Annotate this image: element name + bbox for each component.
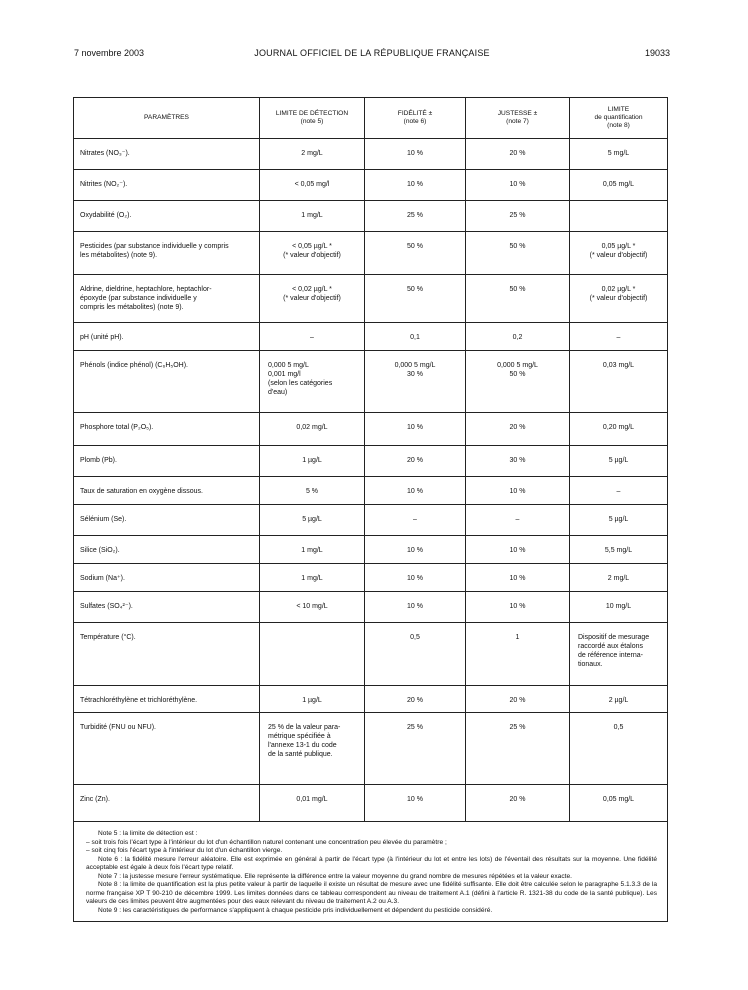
table-row — [74, 351, 668, 413]
cell-text-line: 50 % — [407, 286, 423, 293]
table-header-row — [74, 98, 668, 139]
table-row — [74, 413, 668, 446]
note-5-title: Note 5 : la limite de détection est : — [98, 830, 198, 837]
cell-text-line: 0,000 5 mg/L — [497, 362, 538, 369]
justesse-cell — [466, 686, 570, 713]
table-row — [74, 275, 668, 323]
cell-text-line: 20 % — [509, 150, 526, 157]
fidelite-cell — [365, 413, 466, 446]
header-label-line: JUSTESSE ± — [497, 110, 538, 117]
cell-text-line: Taux de saturation en oxygène dissous. — [80, 488, 203, 495]
note-5-item-a: – soit trois fois l'écart type à l'intérieur du lot d'un échantillon naturel contenant une concentration peu élevée du paramètre ; — [86, 838, 447, 846]
cell-text-line: (* valeur d'objectif) — [283, 252, 341, 259]
quantification-limit-cell — [570, 201, 668, 232]
quantification-limit-cell — [570, 446, 668, 477]
cell-text-line: 5 µg/L — [608, 457, 629, 464]
justesse-cell — [466, 592, 570, 623]
fidelite-cell — [365, 592, 466, 623]
cell-text-line: – — [413, 516, 417, 523]
cell-text-line: 50 % — [407, 243, 423, 250]
cell-text-line: 0,05 µg/L * — [601, 243, 636, 250]
table-row — [74, 139, 668, 170]
cell-text-line: d'eau) — [268, 389, 288, 396]
justesse-cell — [466, 139, 570, 170]
cell-text-line: Phosphore total (P₂O₅). — [80, 424, 154, 431]
fidelite-cell — [365, 623, 466, 686]
header-title: JOURNAL OFFICIEL DE LA RÉPUBLIQUE FRANÇAISE — [254, 48, 490, 58]
param-cell — [74, 536, 260, 564]
cell-text-line: Silice (SiO₂). — [80, 547, 120, 554]
param-cell — [74, 413, 260, 446]
table-row — [74, 686, 668, 713]
cell-text-line: métrique spécifiée à — [268, 733, 331, 740]
quantification-limit-cell — [570, 686, 668, 713]
detection-limit-cell — [260, 592, 365, 623]
detection-limit-cell — [260, 275, 365, 323]
cell-text-line: 5 µg/L — [302, 516, 322, 523]
cell-text-line: 25 % de la valeur para- — [268, 724, 341, 731]
fidelite-cell — [365, 477, 466, 505]
cell-text-line: 20 % — [509, 424, 526, 431]
table-row — [74, 713, 668, 785]
header-label-line: FIDÉLITÉ ± — [397, 110, 433, 117]
justesse-cell — [466, 275, 570, 323]
cell-text-line: 1 mg/L — [301, 212, 323, 219]
cell-text-line: – — [310, 334, 314, 341]
cell-text-line: 10 % — [509, 575, 526, 582]
table-header — [74, 98, 668, 139]
cell-text-line: 25 % — [407, 724, 423, 731]
header-limite-detection — [260, 98, 365, 139]
cell-text-line: 2 µg/L — [608, 697, 629, 704]
table-row — [74, 232, 668, 275]
detection-limit-cell — [260, 536, 365, 564]
justesse-cell — [466, 323, 570, 351]
param-cell — [74, 446, 260, 477]
param-cell — [74, 505, 260, 536]
quantification-limit-cell — [570, 564, 668, 592]
cell-text-line: (* valeur d'objectif) — [589, 295, 648, 302]
cell-text-line: 5,5 mg/L — [604, 547, 633, 554]
detection-limit-cell — [260, 446, 365, 477]
param-cell — [74, 592, 260, 623]
param-cell — [74, 232, 260, 275]
detection-limit-cell — [260, 170, 365, 201]
param-cell — [74, 564, 260, 592]
header-label-line: PARAMÈTRES — [144, 114, 189, 121]
cell-text-line: 0,001 mg/l — [268, 371, 301, 378]
cell-text-line: de référence interna- — [578, 652, 643, 659]
quantification-limit-cell — [570, 275, 668, 323]
cell-text-line: 5 µg/L — [608, 516, 629, 523]
detection-limit-cell — [260, 323, 365, 351]
detection-limit-cell — [260, 413, 365, 446]
cell-text-line: 10 % — [407, 424, 423, 431]
fidelite-cell — [365, 713, 466, 785]
detection-limit-cell — [260, 139, 365, 170]
detection-limit-cell — [260, 201, 365, 232]
table-row — [74, 623, 668, 686]
cell-text-line: 0,5 — [410, 634, 420, 641]
cell-text-line: 2 mg/L — [301, 150, 323, 157]
header-fidelite — [365, 98, 466, 139]
cell-text-line: < 0,05 mg/l — [294, 181, 330, 188]
cell-text-line: Oxydabilité (O₂). — [80, 212, 132, 219]
fidelite-cell — [365, 536, 466, 564]
table-row — [74, 505, 668, 536]
param-cell — [74, 323, 260, 351]
cell-text-line: 0,03 mg/L — [602, 362, 635, 369]
detection-limit-cell — [260, 713, 365, 785]
cell-text-line: 20 % — [509, 697, 526, 704]
header-date: 7 novembre 2003 — [74, 48, 145, 58]
cell-text-line: (selon les catégories — [268, 380, 333, 387]
justesse-cell — [466, 413, 570, 446]
param-cell — [74, 713, 260, 785]
cell-text-line: époxyde (par substance individuelle y — [80, 295, 197, 302]
cell-text-line: 2 mg/L — [607, 575, 630, 582]
cell-text-line: 1 mg/L — [301, 575, 323, 582]
cell-text-line: – — [515, 516, 520, 523]
table-row — [74, 785, 668, 822]
fidelite-cell — [365, 564, 466, 592]
justesse-cell — [466, 505, 570, 536]
cell-text-line: 0,05 mg/L — [602, 181, 635, 188]
cell-text-line: Dispositif de mesurage — [578, 634, 650, 641]
header-limite-quantification — [570, 98, 668, 139]
header-label-line: de quantification — [594, 114, 643, 121]
note-6: Note 6 : la fidélité mesure l'erreur aléatoire. Elle est exprimée en général à partir de l'écart type (à l'intérieur du lot et entre les lots) de l'éventail des résultats sur la moyenne. Une fidélité acceptable est égale à deux fois l'écart type relatif. — [86, 855, 657, 871]
note-9: Note 9 : les caractéristiques de performance s'appliquent à chaque pesticide pris individuellement et dépendent du pesticide considéré. — [98, 906, 493, 914]
param-cell — [74, 275, 260, 323]
quantification-limit-cell — [570, 232, 668, 275]
cell-text-line: 10 mg/L — [605, 603, 632, 610]
justesse-cell — [466, 351, 570, 413]
notes-cell — [74, 822, 668, 922]
cell-text-line: 25 % — [407, 212, 423, 219]
cell-text-line: de la santé publique. — [268, 751, 333, 758]
cell-text-line: Sulfates (SO₄²⁻). — [80, 603, 133, 610]
cell-text-line: 1 mg/L — [301, 547, 323, 554]
justesse-cell — [466, 477, 570, 505]
cell-text-line: 0,02 mg/L — [296, 424, 328, 431]
fidelite-cell — [365, 232, 466, 275]
cell-text-line: 0,05 mg/L — [602, 796, 635, 803]
header-label-line: LIMITE DE DÉTECTION — [275, 110, 349, 117]
param-cell — [74, 139, 260, 170]
notes-row — [74, 822, 668, 922]
cell-text-line: 50 % — [509, 243, 526, 250]
justesse-cell — [466, 713, 570, 785]
cell-text-line: l'annexe 13-1 du code — [268, 742, 337, 749]
detection-limit-cell — [260, 623, 365, 686]
cell-text-line: (* valeur d'objectif) — [589, 252, 648, 259]
fidelite-cell — [365, 686, 466, 713]
header-label-line: (note 7) — [506, 118, 529, 125]
cell-text-line: tionaux. — [578, 661, 603, 668]
fidelite-cell — [365, 446, 466, 477]
quantification-limit-cell — [570, 623, 668, 686]
cell-text-line: 10 % — [509, 603, 526, 610]
cell-text-line: 30 % — [509, 457, 526, 464]
detection-limit-cell — [260, 477, 365, 505]
cell-text-line: 1 µg/L — [302, 697, 322, 704]
fidelite-cell — [365, 201, 466, 232]
detection-limit-cell — [260, 505, 365, 536]
quantification-limit-cell — [570, 785, 668, 822]
header-label-line: (note 6) — [403, 118, 427, 125]
justesse-cell — [466, 564, 570, 592]
cell-text-line: 10 % — [509, 547, 526, 554]
cell-text-line: compris les métabolites) (note 9). — [80, 304, 184, 311]
param-cell — [74, 351, 260, 413]
detection-limit-cell — [260, 686, 365, 713]
cell-text-line: 0,000 5 mg/L — [394, 362, 436, 369]
quantification-limit-cell — [570, 592, 668, 623]
justesse-cell — [466, 536, 570, 564]
fidelite-cell — [365, 351, 466, 413]
cell-text-line: 10 % — [407, 181, 423, 188]
cell-text-line: 0,02 µg/L * — [601, 286, 636, 293]
cell-text-line: Sodium (Na⁺). — [80, 575, 125, 582]
detection-limit-cell — [260, 785, 365, 822]
quantification-limit-cell — [570, 536, 668, 564]
header-label-line: (note 8) — [607, 122, 630, 129]
fidelite-cell — [365, 170, 466, 201]
header-label-line: LIMITE — [607, 106, 630, 113]
cell-text-line: 5 % — [305, 488, 319, 495]
quantification-limit-cell — [570, 713, 668, 785]
cell-text-line: raccordé aux étalons — [578, 643, 643, 650]
table-row — [74, 323, 668, 351]
justesse-cell — [466, 446, 570, 477]
detection-limit-cell — [260, 232, 365, 275]
justesse-cell — [466, 201, 570, 232]
table-row — [74, 170, 668, 201]
cell-text-line: 25 % — [509, 724, 526, 731]
note-8: Note 8 : la limite de quantification est la plus petite valeur à partir de laquelle il existe un résultat de mesure avec une fidélité suffisante. Elle doit être calculée selon le paragraphe 5.1.3.3 de la norme française XP T 90-210 de décembre 1999. Les limites données dans ce tableau correspondent au niveau de traitement A.1 (défini à l'article R. 1321-38 du code de la santé publique). Les valeurs de ces limites peuvent être augmentées pour des eaux relevant du niveau de traitement A.2 ou A.3. — [86, 881, 657, 905]
table-row — [74, 446, 668, 477]
header-page-number: 19033 — [644, 48, 670, 58]
quantification-limit-cell — [570, 413, 668, 446]
cell-text-line: 10 % — [407, 547, 423, 554]
note-7: Note 7 : la justesse mesure l'erreur systématique. Elle représente la différence entre la valeur moyenne du grand nombre de mesures répétées et la valeur exacte. — [98, 872, 572, 880]
header-justesse — [466, 98, 570, 139]
cell-text-line: 0,5 — [613, 724, 624, 731]
cell-text-line: 20 % — [509, 796, 526, 803]
cell-text-line: < 0,02 µg/L * — [292, 286, 332, 293]
parameters-table — [73, 97, 668, 922]
cell-text-line: Nitrites (NO₂⁻). — [80, 181, 128, 188]
quantification-limit-cell — [570, 323, 668, 351]
cell-text-line: 50 % — [509, 371, 526, 378]
table-row — [74, 536, 668, 564]
fidelite-cell — [365, 139, 466, 170]
cell-text-line: 5 mg/L — [607, 150, 630, 157]
cell-text-line: 1 — [515, 634, 520, 641]
header-parametres — [74, 98, 260, 139]
page-header — [74, 48, 670, 64]
param-cell — [74, 785, 260, 822]
table-body — [74, 139, 668, 822]
justesse-cell — [466, 232, 570, 275]
cell-text-line: 10 % — [407, 603, 423, 610]
cell-text-line: Sélénium (Se). — [80, 516, 127, 523]
cell-text-line: 0,1 — [410, 334, 420, 341]
cell-text-line: < 0,05 µg/L * — [292, 243, 332, 250]
fidelite-cell — [365, 505, 466, 536]
fidelite-cell — [365, 275, 466, 323]
cell-text-line: 10 % — [407, 796, 423, 803]
table-row — [74, 477, 668, 505]
cell-text-line: 10 % — [509, 181, 526, 188]
fidelite-cell — [365, 323, 466, 351]
cell-text-line: Plomb (Pb). — [80, 457, 117, 464]
quantification-limit-cell — [570, 139, 668, 170]
table-row — [74, 592, 668, 623]
quantification-limit-cell — [570, 477, 668, 505]
cell-text-line: (* valeur d'objectif) — [283, 295, 341, 302]
table-row — [74, 564, 668, 592]
cell-text-line: Tétrachloréthylène et trichloréthylène. — [80, 697, 198, 704]
cell-text-line: Aldrine, dieldrine, heptachlore, heptachlor- — [80, 286, 212, 293]
cell-text-line: 1 µg/L — [302, 457, 322, 464]
cell-text-line: < 10 mg/L — [296, 603, 328, 610]
cell-text-line: Phénols (indice phénol) (C₆H₅OH). — [80, 362, 188, 369]
justesse-cell — [466, 623, 570, 686]
cell-text-line: – — [616, 488, 621, 495]
cell-text-line: 0,20 mg/L — [602, 424, 635, 431]
quantification-limit-cell — [570, 170, 668, 201]
param-cell — [74, 201, 260, 232]
cell-text-line: Pesticides (par substance individuelle y compris — [80, 243, 229, 250]
cell-text-line: Température (°C). — [80, 634, 136, 641]
cell-text-line: 30 % — [407, 371, 423, 378]
cell-text-line: 20 % — [407, 697, 423, 704]
cell-text-line: 10 % — [509, 488, 526, 495]
note-5-item-b: – soit cinq fois l'écart type à l'intérieur du lot d'un échantillon vierge. — [86, 847, 283, 854]
cell-text-line: 0,000 5 mg/L — [268, 362, 309, 369]
cell-text-line: 10 % — [407, 575, 423, 582]
cell-text-line: 0,01 mg/L — [296, 796, 328, 803]
cell-text-line: 50 % — [509, 286, 526, 293]
justesse-cell — [466, 170, 570, 201]
cell-text-line: 0,2 — [512, 334, 523, 341]
quantification-limit-cell — [570, 351, 668, 413]
cell-text-line: les métabolites) (note 9). — [80, 252, 158, 259]
cell-text-line: Turbidité (FNU ou NFU). — [80, 724, 156, 731]
cell-text-line: Zinc (Zn). — [80, 796, 110, 803]
detection-limit-cell — [260, 351, 365, 413]
cell-text-line: 20 % — [407, 457, 423, 464]
cell-text-line: 10 % — [407, 150, 423, 157]
justesse-cell — [466, 785, 570, 822]
param-cell — [74, 477, 260, 505]
table-row — [74, 201, 668, 232]
param-cell — [74, 686, 260, 713]
quantification-limit-cell — [570, 505, 668, 536]
fidelite-cell — [365, 785, 466, 822]
param-cell — [74, 623, 260, 686]
cell-text-line: 25 % — [509, 212, 526, 219]
cell-text-line: – — [616, 334, 621, 341]
cell-text-line: 10 % — [407, 488, 423, 495]
detection-limit-cell — [260, 564, 365, 592]
header-label-line: (note 5) — [300, 118, 324, 125]
param-cell — [74, 170, 260, 201]
cell-text-line: pH (unité pH). — [80, 334, 124, 341]
cell-text-line: Nitrates (NO₃⁻). — [80, 150, 130, 157]
